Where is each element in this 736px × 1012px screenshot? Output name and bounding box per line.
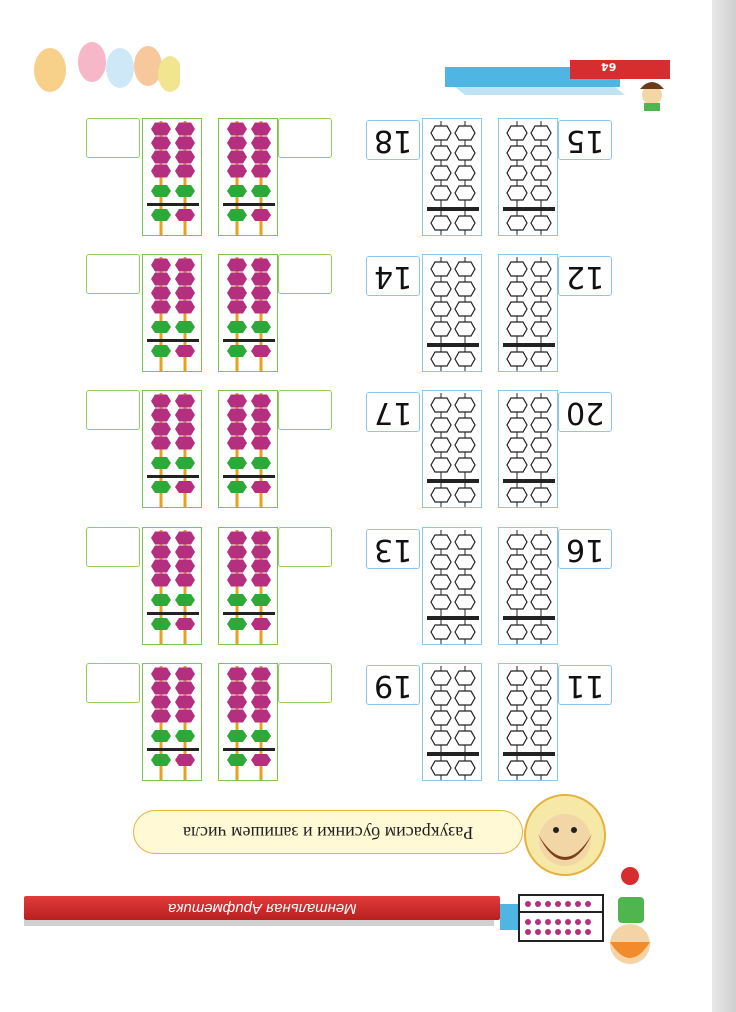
- answer-box[interactable]: [86, 527, 140, 567]
- footer-ribbon: [24, 896, 500, 920]
- colored-abacus: [142, 390, 202, 508]
- balloons-decoration: [20, 38, 180, 108]
- instruction-banner: [133, 810, 523, 854]
- blank-abacus[interactable]: [498, 527, 558, 645]
- footer-title: Ментальная Арифметика: [167, 899, 357, 917]
- number-label: [558, 392, 612, 432]
- colored-abacus: [218, 527, 278, 645]
- number-label: [558, 256, 612, 296]
- header-ribbon: [440, 55, 690, 115]
- number-label-text: 12: [565, 258, 605, 294]
- colored-abacus: [142, 118, 202, 236]
- blank-abacus[interactable]: [422, 118, 482, 236]
- answer-box[interactable]: [86, 254, 140, 294]
- footer-blue-tab: [500, 904, 520, 930]
- answer-box[interactable]: [86, 390, 140, 430]
- answer-box[interactable]: [278, 390, 332, 430]
- colored-abacus: [142, 254, 202, 372]
- colored-abacus: [142, 527, 202, 645]
- number-label: [366, 529, 420, 569]
- colored-abacus: [218, 390, 278, 508]
- colored-abacus: [218, 118, 278, 236]
- colored-abacus: [218, 663, 278, 781]
- instruction-text: Разукрасим бусинки и запишем числа: [182, 822, 474, 843]
- blank-abacus[interactable]: [498, 254, 558, 372]
- number-label: [366, 120, 420, 160]
- number-label-text: 11: [565, 667, 605, 703]
- answer-box[interactable]: [278, 527, 332, 567]
- number-label-text: 20: [565, 394, 605, 430]
- number-label: [366, 665, 420, 705]
- blank-abacus[interactable]: [422, 254, 482, 372]
- number-label: [558, 120, 612, 160]
- number-label: [366, 392, 420, 432]
- book-gutter: [712, 0, 736, 1012]
- answer-box[interactable]: [278, 118, 332, 158]
- number-label: [366, 256, 420, 296]
- answer-box[interactable]: [278, 254, 332, 294]
- number-label-text: 19: [373, 667, 413, 703]
- footer-abacus-icon: [518, 894, 604, 942]
- blank-abacus[interactable]: [498, 663, 558, 781]
- number-label-text: 18: [373, 122, 413, 158]
- blank-abacus[interactable]: [422, 663, 482, 781]
- answer-box[interactable]: [86, 118, 140, 158]
- page-number: 64: [601, 60, 617, 73]
- instruction-character-icon: [520, 790, 610, 880]
- blank-abacus[interactable]: [422, 527, 482, 645]
- answer-box[interactable]: [278, 663, 332, 703]
- number-label-text: 16: [565, 531, 605, 567]
- footer-shadow: [24, 920, 494, 926]
- number-label-text: 14: [373, 258, 413, 294]
- blank-abacus[interactable]: [498, 118, 558, 236]
- blank-abacus[interactable]: [422, 390, 482, 508]
- answer-box[interactable]: [86, 663, 140, 703]
- colored-abacus: [218, 254, 278, 372]
- colored-abacus: [142, 663, 202, 781]
- number-label: [558, 529, 612, 569]
- blank-abacus[interactable]: [498, 390, 558, 508]
- number-label-text: 15: [565, 122, 605, 158]
- number-label-text: 17: [373, 394, 413, 430]
- number-label: [558, 665, 612, 705]
- number-label-text: 13: [373, 531, 413, 567]
